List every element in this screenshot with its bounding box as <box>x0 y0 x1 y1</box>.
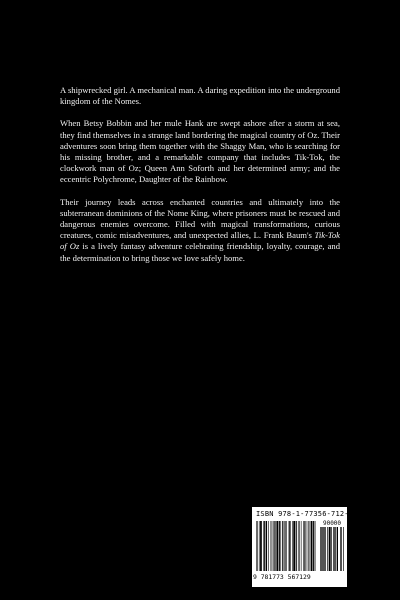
blurb-journey-text-1: Their journey leads across enchanted countries and ultimately into the subterranean dominions of the Nome King, where prisoners must be rescued and dangerous enemies overcome. Filled with magical transformations, curious creatures, comic misadventures, and unexpected allies, L. Frank Baum's <box>60 196 340 241</box>
ean-barcode-bars <box>256 521 316 571</box>
barcode-bar <box>285 521 286 571</box>
price-addon-digits: 90000 <box>322 520 342 527</box>
barcode-bar <box>321 527 322 571</box>
barcode-bar <box>320 527 321 571</box>
barcode-bar <box>272 521 273 571</box>
barcode-bar <box>260 521 262 571</box>
barcode-bar <box>273 521 274 571</box>
barcode-bar <box>299 521 300 571</box>
barcode-bar <box>333 527 334 571</box>
barcode-bar <box>293 521 295 571</box>
barcode-bar <box>325 527 326 571</box>
barcode-bar <box>292 521 293 571</box>
barcode-bar <box>337 527 338 571</box>
barcode-bar <box>313 521 314 571</box>
barcode-bar <box>311 521 313 571</box>
barcode-bar <box>296 521 297 571</box>
barcode-bar <box>280 521 281 571</box>
barcode-bar <box>259 521 260 571</box>
barcode-bar <box>315 521 316 571</box>
ean-digits: 9 781773 567129 <box>253 573 311 581</box>
barcode-bar <box>329 527 331 571</box>
barcode-bar <box>304 521 305 571</box>
blurb-paragraph-story: When Betsy Bobbin and her mule Hank are swept ashore after a storm at sea, they find themselves in a strange land bordering the magical country of Oz. Their adventures soon bring them together with the Shaggy Man, who is searching for his missing brother, and a remarkable company that includes Tik-Tok, the clockwork man of Oz; Queen Ann Soforth and her determined army; and the eccentric Polychrome, Daughter of the Rainbow. <box>60 118 341 185</box>
isbn-barcode <box>252 507 354 587</box>
barcode-bar <box>307 521 308 571</box>
barcode-bar <box>271 521 272 571</box>
barcode-bar <box>284 521 285 571</box>
barcode-bar <box>286 521 287 571</box>
barcode-bar <box>264 521 265 571</box>
barcode-bar <box>257 521 258 571</box>
barcode-bar <box>266 521 267 571</box>
barcode-bar <box>289 521 290 571</box>
barcode-bar <box>310 521 311 571</box>
barcode-bar <box>343 527 344 571</box>
barcode-bar <box>263 521 264 571</box>
barcode-bar <box>323 527 324 571</box>
barcode-bar <box>327 527 328 571</box>
barcode-bar <box>268 521 269 571</box>
barcode-bar <box>340 527 341 571</box>
barcode-bar <box>301 521 302 571</box>
barcode-bar <box>256 521 257 571</box>
blurb-paragraph-journey <box>60 197 340 264</box>
barcode-bar <box>290 521 291 571</box>
barcode-bar <box>331 527 332 571</box>
blurb-journey-text-2: is a lively fantasy adventure celebrating friendship, loyalty, courage, and the determination to bring those we love safely home. <box>60 241 340 263</box>
barcode-bar <box>282 521 283 571</box>
barcode-bar <box>303 521 304 571</box>
blurb-tagline: A shipwrecked girl. A mechanical man. A daring expedition into the underground kingdom of the Nomes. <box>60 85 340 107</box>
barcode-bar <box>335 527 336 571</box>
price-addon-bars <box>320 527 344 571</box>
isbn-label: ISBN 978-1-77356-712-9 <box>256 510 354 518</box>
barcode-bar <box>276 521 278 571</box>
barcode-bar <box>279 521 280 571</box>
barcode-bar <box>341 527 342 571</box>
barcode-bar <box>298 521 299 571</box>
barcode-bar <box>308 521 309 571</box>
barcode-bar <box>275 521 276 571</box>
back-cover-blurb <box>60 85 340 275</box>
book-title-italic: Tik-Tok of Oz <box>60 230 340 252</box>
